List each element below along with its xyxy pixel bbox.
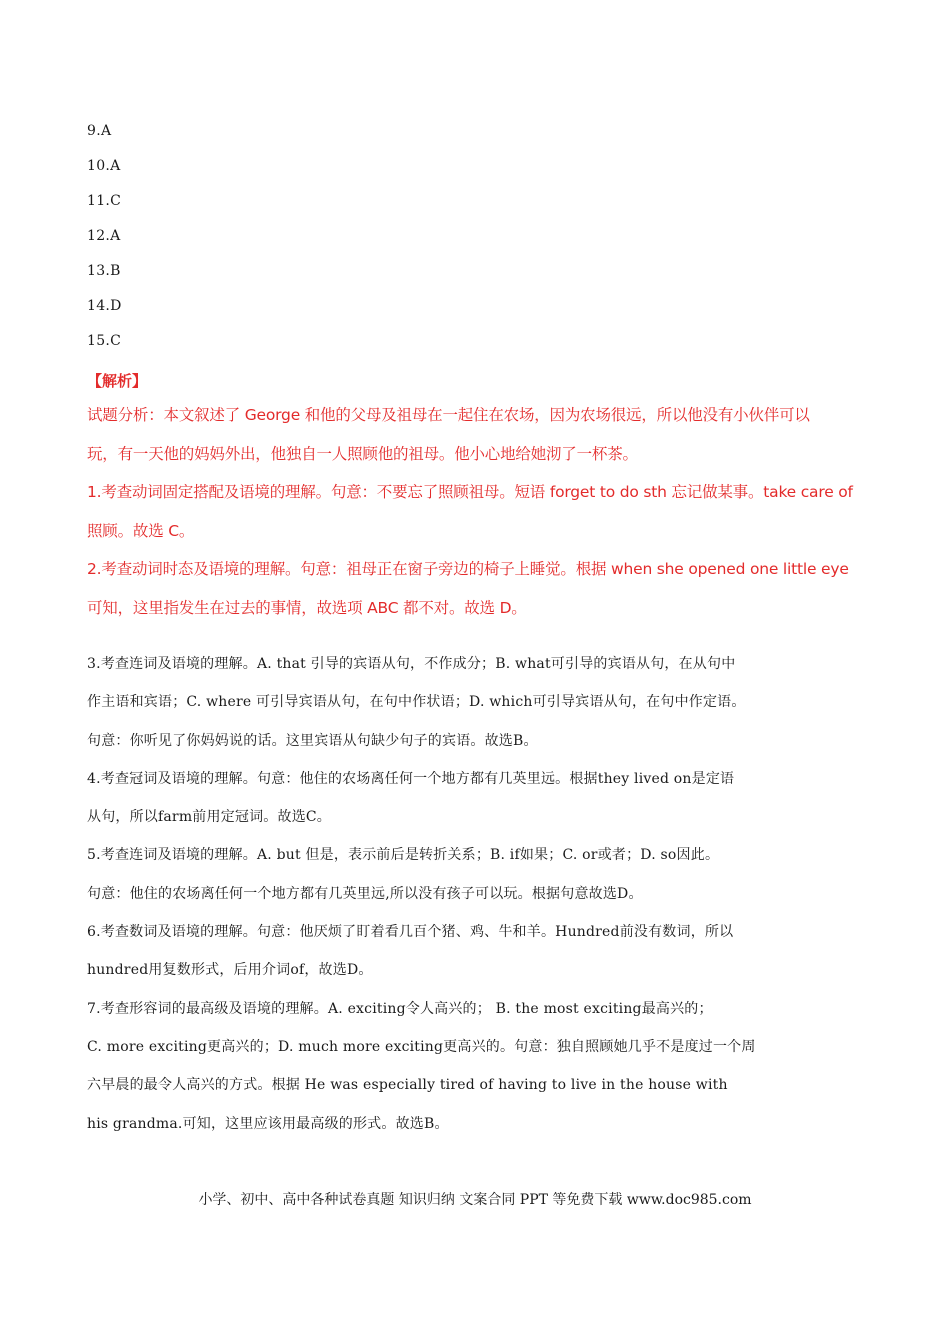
answer-item: 11.C <box>87 193 122 209</box>
analysis-line: 照顾。故选 C。 <box>87 521 195 540</box>
analysis-line: 2.考查动词时态及语境的理解。句意：祖母正在窗子旁边的椅子上睡觉。根据 when she opened one little eye <box>87 560 849 578</box>
note-line: 5.考查连词及语境的理解。A. but 但是，表示前后是转折关系；B. if如果；C. or或者；D. so因此。 <box>87 847 720 864</box>
analysis-section <box>87 366 877 627</box>
answer-item: 10.A <box>87 158 121 174</box>
analysis-heading: 【解析】 <box>87 372 148 390</box>
analysis-line: 玩，有一天他的妈妈外出，他独自一人照顾他的祖母。他小心地给她沏了一杯茶。 <box>87 444 638 463</box>
note-line: 7.考查形容词的最高级及语境的理解。A. exciting令人高兴的； B. the most exciting最高兴的； <box>87 1000 713 1017</box>
note-line: hundred用复数形式，后用介词of，故选D。 <box>87 962 373 979</box>
page-footer: 小学、初中、高中各种试卷真题 知识归纳 文案合同 PPT 等免费下载 www.doc985.com <box>198 1192 752 1208</box>
note-line: 3.考查连词及语境的理解。A. that 引导的宾语从句，不作成分；B. what可引导的宾语从句，在从句中 <box>87 656 736 672</box>
answer-list <box>87 114 387 359</box>
note-line: 六早晨的最令人高兴的方式。根据 He was especially tired of having to live in the house with <box>87 1077 728 1094</box>
analysis-line: 试题分析：本文叙述了 George 和他的父母及祖母在一起住在农场，因为农场很远，所以他没有小伙伴可以 <box>87 406 810 424</box>
note-line: 作主语和宾语；C. where 可引导宾语从句，在句中作状语；D. which可引导宾语从句，在句中作定语。 <box>87 694 746 711</box>
answer-item: 15.C <box>87 333 122 349</box>
note-line: his grandma.可知，这里应该用最高级的形式。故选B。 <box>87 1115 449 1132</box>
note-line: 6.考查数词及语境的理解。句意：他厌烦了盯着看几百个猪、鸡、牛和羊。Hundred前没有数词，所以 <box>87 924 734 941</box>
note-line: 句意：你听见了你妈妈说的话。这里宾语从句缺少句子的宾语。故选B。 <box>87 732 538 749</box>
note-line: C. more exciting更高兴的；D. much more exciting更高兴的。句意：独自照顾她几乎不是度过一个周 <box>87 1038 756 1055</box>
note-line: 句意：他住的农场离任何一个地方都有几英里远,所以没有孩子可以玩。根据句意故选D。 <box>87 885 643 902</box>
note-line: 4.考查冠词及语境的理解。句意：他住的农场离任何一个地方都有几英里远。根据they lived on是定语 <box>87 770 735 787</box>
analysis-line: 1.考查动词固定搭配及语境的理解。句意：不要忘了照顾祖母。短语 forget to do sth 忘记做某事。take care of <box>87 483 853 501</box>
answer-item: 14.D <box>87 298 122 314</box>
answer-item: 12.A <box>87 228 121 244</box>
answer-item: 13.B <box>87 263 121 279</box>
analysis-line: 可知，这里指发生在过去的事情，故选项 ABC 都不对。故选 D。 <box>87 598 527 617</box>
answer-item: 9.A <box>87 123 112 139</box>
explanation-notes <box>87 645 877 1143</box>
note-line: 从句，所以farm前用定冠词。故选C。 <box>87 809 332 826</box>
